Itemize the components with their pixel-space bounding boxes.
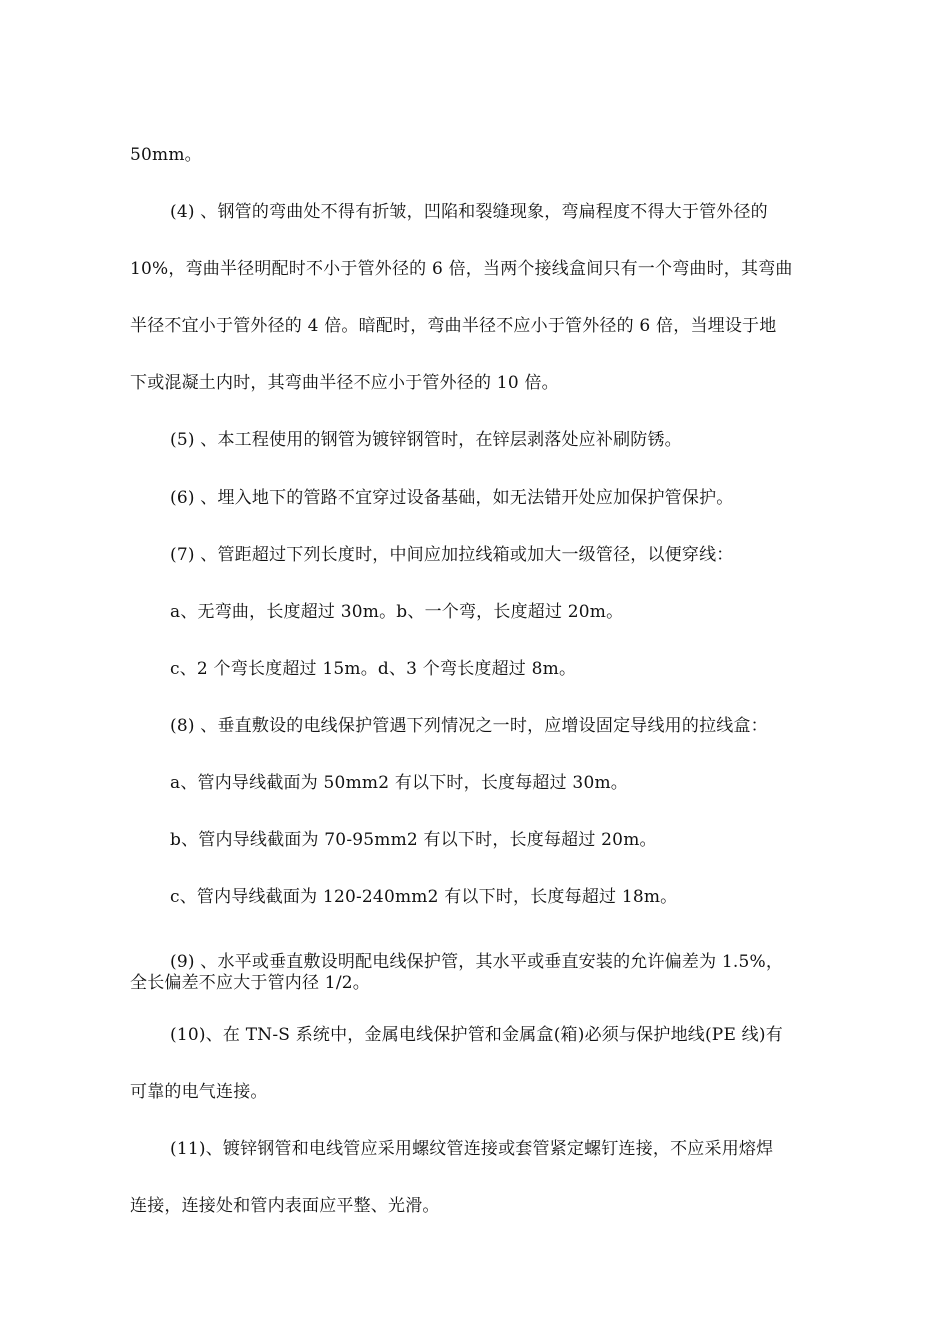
paragraph-11-line-2: 连接，连接处和管内表面应平整、光滑。 <box>130 1196 440 1216</box>
paragraph-7: (7) 、管距超过下列长度时，中间应加拉线箱或加大一级管径，以便穿线： <box>170 545 734 565</box>
paragraph-10-line-1: (10)、在 TN-S 系统中，金属电线保护管和金属盒(箱)必须与保护地线(PE 线)有 <box>170 1025 783 1045</box>
paragraph-4-line-3: 半径不宜小于管外径的 4 倍。暗配时，弯曲半径不应小于管外径的 6 倍，当埋设于地 <box>130 316 777 336</box>
list-item: a、管内导线截面为 50mm2 有以下时，长度每超过 30m。 <box>170 773 628 793</box>
paragraph-9-line-1: (9) 、水平或垂直敷设明配电线保护管，其水平或垂直安装的允许偏差为 1.5%， <box>170 952 784 972</box>
paragraph-11-line-1: (11)、镀锌钢管和电线管应采用螺纹管连接或套管紧定螺钉连接，不应采用熔焊 <box>170 1139 774 1159</box>
list-item: c、管内导线截面为 120-240mm2 有以下时，长度每超过 18m。 <box>170 887 678 907</box>
list-item: a、无弯曲，长度超过 30m。b、一个弯，长度超过 20m。 <box>170 602 624 622</box>
paragraph-4-line-4: 下或混凝土内时，其弯曲半径不应小于管外径的 10 倍。 <box>130 373 559 393</box>
paragraph-6: (6) 、埋入地下的管路不宜穿过设备基础，如无法错开处应加保护管保护。 <box>170 488 734 508</box>
paragraph-4-line-2: 10%，弯曲半径明配时不小于管外径的 6 倍，当两个接线盒间只有一个弯曲时，其弯曲 <box>130 259 793 279</box>
paragraph-8: (8) 、垂直敷设的电线保护管遇下列情况之一时，应增设固定导线用的拉线盒： <box>170 716 768 736</box>
paragraph-4-line-1: (4) 、钢管的弯曲处不得有折皱，凹陷和裂缝现象，弯扁程度不得大于管外径的 <box>170 202 768 222</box>
paragraph-5: (5) 、本工程使用的钢管为镀锌钢管时，在锌层剥落处应补刷防锈。 <box>170 430 682 450</box>
text-line: 50mm。 <box>130 145 202 165</box>
paragraph-9-line-2: 全长偏差不应大于管内径 1/2。 <box>130 973 370 993</box>
paragraph-10-line-2: 可靠的电气连接。 <box>130 1082 268 1102</box>
list-item: c、2 个弯长度超过 15m。d、3 个弯长度超过 8m。 <box>170 659 577 679</box>
list-item: b、管内导线截面为 70-95mm2 有以下时，长度每超过 20m。 <box>170 830 657 850</box>
